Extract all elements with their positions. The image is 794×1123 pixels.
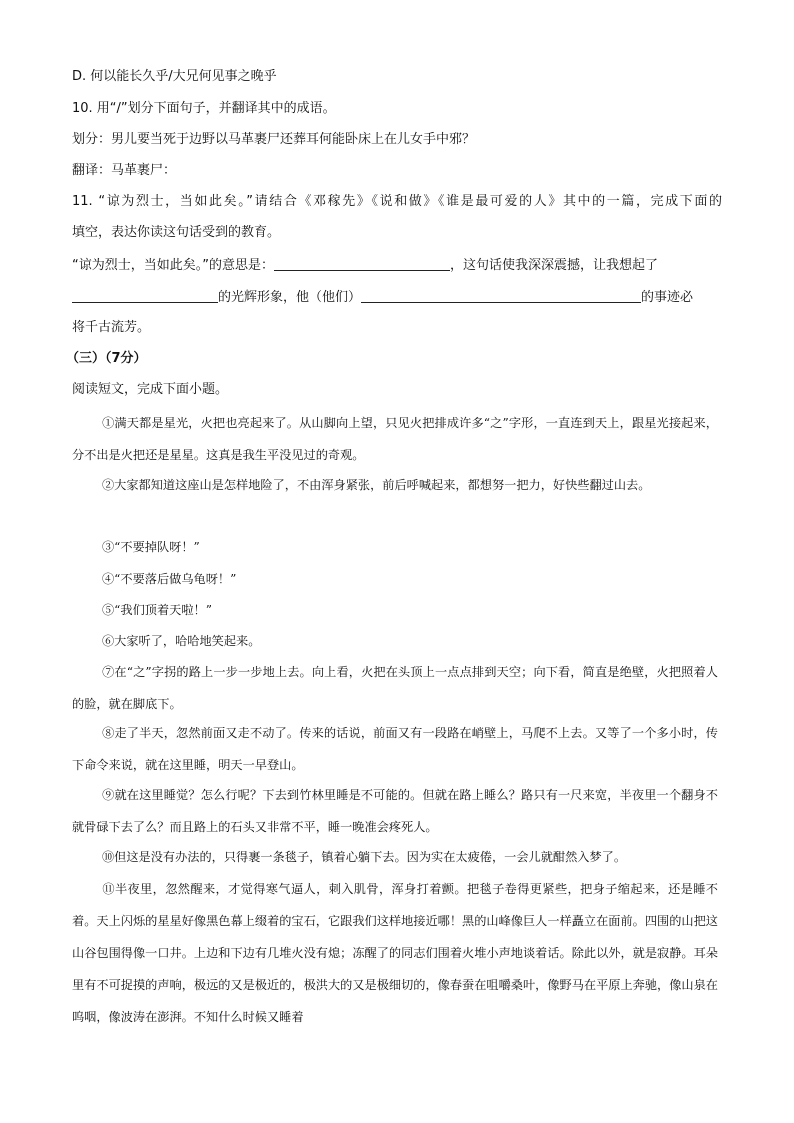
passage-para-7: ⑦在“之”字拐的路上一步一步地上去。向上看，火把在头顶上一点点排到天空；向下看，简直是绝壁，火把照着人的脸，就在脚底下。 <box>72 665 718 711</box>
passage-para-10: ⑩但这是没有办法的，只得裹一条毯子，镇着心躺下去。因为实在太疲倦，一会儿就酣然入梦了。 <box>102 850 627 864</box>
passage-para-3: ③“不要掉队呀！” <box>102 540 200 554</box>
section-heading: （三）（7分） <box>66 351 147 366</box>
passage-para-8: ⑧走了半天，忽然前面又走不动了。传来的话说，前面又有一段路在峭壁上，马爬不上去。又等了一个多小时，传下命令来说，就在这里睡，明天一早登山。 <box>72 726 718 772</box>
answer-blank-2[interactable] <box>72 288 218 303</box>
passage-para-5: ⑤“我们顶着天啦！” <box>102 603 212 617</box>
passage-para-2: ②大家都知道这座山是怎样地险了，不由浑身紧张，前后呼喊起来，都想努一把力，好快些翻过山去。 <box>102 478 651 492</box>
q11-fill-line1 <box>72 256 658 275</box>
answer-blank-3[interactable] <box>361 288 641 303</box>
q11-fill-line3: 将千古流芳。 <box>72 320 151 335</box>
q10-stem: 10. 用“/”划分下面句子，并翻译其中的成语。 <box>72 101 336 116</box>
q11-fill-line2 <box>72 288 693 307</box>
passage-para-1: ①满天都是星光，火把也亮起来了。从山脚向上望，只见火把排成许多“之”字形，一直连到天上，跟星光接起来，分不出是火把还是星星。这真是我生平没见过的奇观。 <box>72 416 718 462</box>
passage-para-6: ⑥大家听了，哈哈地笑起来。 <box>102 634 261 648</box>
passage-para-9: ⑨就在这里睡觉？怎么行呢？下去到竹林里睡是不可能的。但就在路上睡么？路只有一尺来宽，半夜里一个翻身不就骨碌下去了么？而且路上的石头又非常不平，睡一晚准会疼死人。 <box>72 788 718 834</box>
q11-line2: 填空，表达你读这句话受到的教育。 <box>72 225 281 240</box>
q11-fill-a: “谅为烈士，当如此矣。”的意思是： <box>72 258 274 273</box>
q11-fill-b: ，这句话使我深深震撼，让我想起了 <box>449 258 658 273</box>
passage-para-4: ④“不要落后做乌龟呀！” <box>102 572 237 586</box>
q10-translate: 翻译：马革裹尸： <box>72 163 177 178</box>
section-instruction: 阅读短文，完成下面小题。 <box>72 382 229 397</box>
passage-para-11: ⑪半夜里，忽然醒来，才觉得寒气逼人，刺入肌骨，浑身打着颤。把毯子卷得更紧些，把身子缩起来，还是睡不着。天上闪烁的星星好像黑色幕上缀着的宝石，它跟我们这样地接近哪！黑的山峰像巨人一样矗立在面前。四围的山把这山谷包围得像一口井。上边和下边有几堆火没有熄；冻醒了的同志们围着火堆小声地谈着话。除此以外，就是寂静。耳朵里有不可捉摸的声响，极远的又是极近的，极洪大的又是极细切的，像春蚕在咀嚼桑叶，像野马在平原上奔驰，像山泉在呜咽，像波涛在澎湃。不知什么时候又睡着 <box>72 882 718 1024</box>
q11-fill-c: 的光辉形象，他（他们） <box>218 290 362 305</box>
answer-blank-1[interactable] <box>274 256 450 271</box>
q11-fill-d: 的事迹必 <box>641 290 694 305</box>
q10-divide: 划分：男儿要当死于边野以马革裹尸还葬耳何能卧床上在儿女手中邪？ <box>72 132 476 147</box>
q11-line1: 11. “谅为烈士，当如此矣。”请结合《邓稼先》《说和做》《谁是最可爱的人》其中的一篇，完成下面的 <box>72 194 722 209</box>
option-d: D. 何以能长久乎/大兄何见事之晚乎 <box>72 69 277 84</box>
